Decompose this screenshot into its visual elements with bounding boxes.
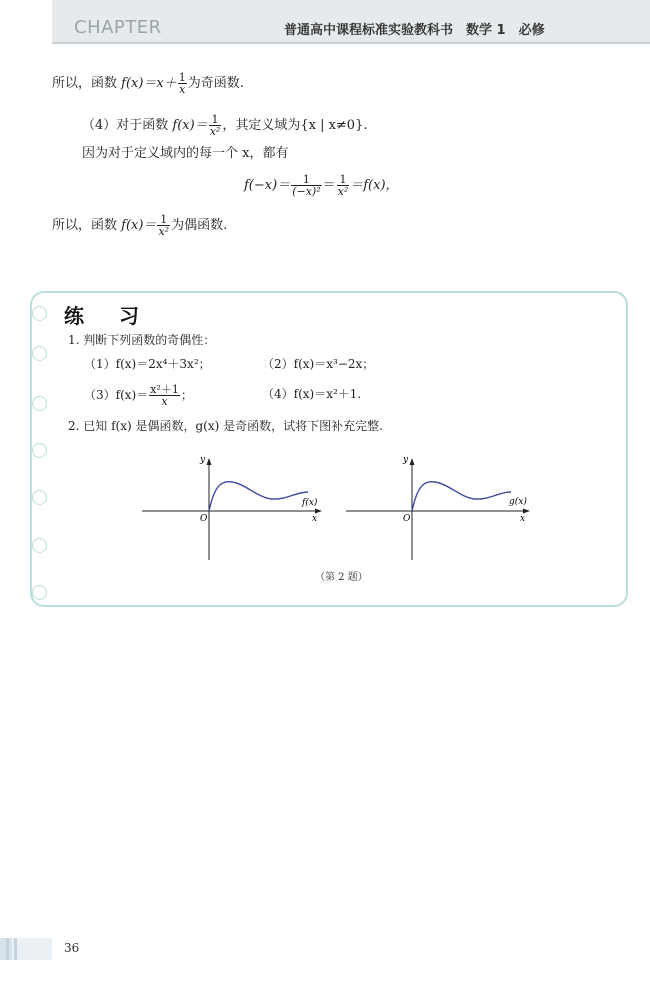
x-label: x xyxy=(312,514,318,524)
text: 为偶函数. xyxy=(171,218,228,233)
question-2: 2. 已知 f(x) 是偶函数，g(x) 是奇函数，试将下图补充完整. xyxy=(68,419,383,433)
x-axis-arrow-icon xyxy=(315,509,322,514)
fraction xyxy=(209,114,222,137)
numerator: 1 xyxy=(178,71,186,84)
y-axis-arrow-icon xyxy=(207,458,212,465)
x-label: x xyxy=(520,514,526,524)
formula: f(−x)＝ xyxy=(244,178,291,193)
denominator: x² xyxy=(209,125,221,138)
curve-label: g(x) xyxy=(509,497,527,507)
binder-ring-icon xyxy=(32,346,47,361)
question-1: 1. 判断下列函数的奇偶性： xyxy=(68,333,216,347)
x-axis-arrow-icon xyxy=(523,509,530,514)
fraction xyxy=(337,174,350,197)
denominator: (−x)² xyxy=(292,185,321,198)
page-header xyxy=(52,0,650,44)
binder-ring-icon xyxy=(32,306,47,321)
denominator: x² xyxy=(158,225,170,238)
question-1-part-2: （2）f(x)＝x³−2x； xyxy=(262,357,375,371)
text: 所以，函数 xyxy=(52,76,122,91)
text: ＝ xyxy=(322,178,336,193)
numerator: 1 xyxy=(209,114,222,126)
formula: f(x)＝x＋ xyxy=(121,76,177,91)
graph-g xyxy=(344,450,534,562)
formula: f(x)＝ xyxy=(121,218,157,233)
y-axis-arrow-icon xyxy=(410,458,415,465)
question-1-part-3 xyxy=(84,384,193,407)
even-conclusion xyxy=(52,214,227,237)
binder-ring-icon xyxy=(32,443,47,458)
domain-statement: 因为对于定义域内的每一个 x，都有 xyxy=(82,146,289,161)
fraction xyxy=(157,214,170,237)
question-1-part-1: （1）f(x)＝2x⁴＋3x²； xyxy=(84,357,211,371)
formula: ＝f(x)， xyxy=(350,178,399,193)
stripe xyxy=(14,938,17,960)
stripe xyxy=(6,938,9,960)
footer-decoration xyxy=(0,938,52,960)
page-number: 36 xyxy=(64,941,80,955)
binder-ring-icon xyxy=(32,490,47,505)
binder-ring-icon xyxy=(32,585,47,600)
fraction xyxy=(149,384,180,407)
y-label: y xyxy=(403,455,409,465)
binder-ring-icon xyxy=(32,396,47,411)
fraction xyxy=(178,72,187,95)
y-label: y xyxy=(200,455,206,465)
numerator: x²＋1 xyxy=(150,383,179,396)
numerator: 1 xyxy=(291,174,321,186)
text: ； xyxy=(180,388,193,402)
denominator: x² xyxy=(337,185,349,198)
origin-label: O xyxy=(403,514,411,524)
exercise-title: 练 习 xyxy=(64,304,153,328)
curve-label: f(x) xyxy=(302,498,318,508)
curve-g xyxy=(412,482,511,511)
numerator: 1 xyxy=(157,214,170,226)
formula: f(x)＝ xyxy=(172,118,208,133)
formula: （3）f(x)＝ xyxy=(84,388,149,402)
chapter-label: CHAPTER xyxy=(74,17,162,38)
origin-label: O xyxy=(200,514,208,524)
binder-ring-icon xyxy=(32,538,47,553)
numerator: 1 xyxy=(337,174,350,186)
text: 为奇函数. xyxy=(187,76,244,91)
text: （4）对于函数 xyxy=(82,118,173,133)
curve-f xyxy=(209,482,308,511)
question-1-part-4: （4）f(x)＝x²＋1. xyxy=(262,387,362,401)
figure-caption: （第 2 题） xyxy=(315,572,368,583)
even-equation xyxy=(244,174,399,197)
text: 所以，函数 xyxy=(52,218,122,233)
fraction xyxy=(291,174,321,197)
graph-f xyxy=(140,450,325,562)
book-title: 普通高中课程标准实验教科书 数学 1 必修 xyxy=(284,23,545,38)
odd-conclusion xyxy=(52,72,244,95)
case-4-statement xyxy=(82,114,367,137)
denominator: x xyxy=(161,395,168,408)
denominator: x xyxy=(179,83,186,96)
text: ，其定义域为{x | x≠0}. xyxy=(222,118,368,133)
